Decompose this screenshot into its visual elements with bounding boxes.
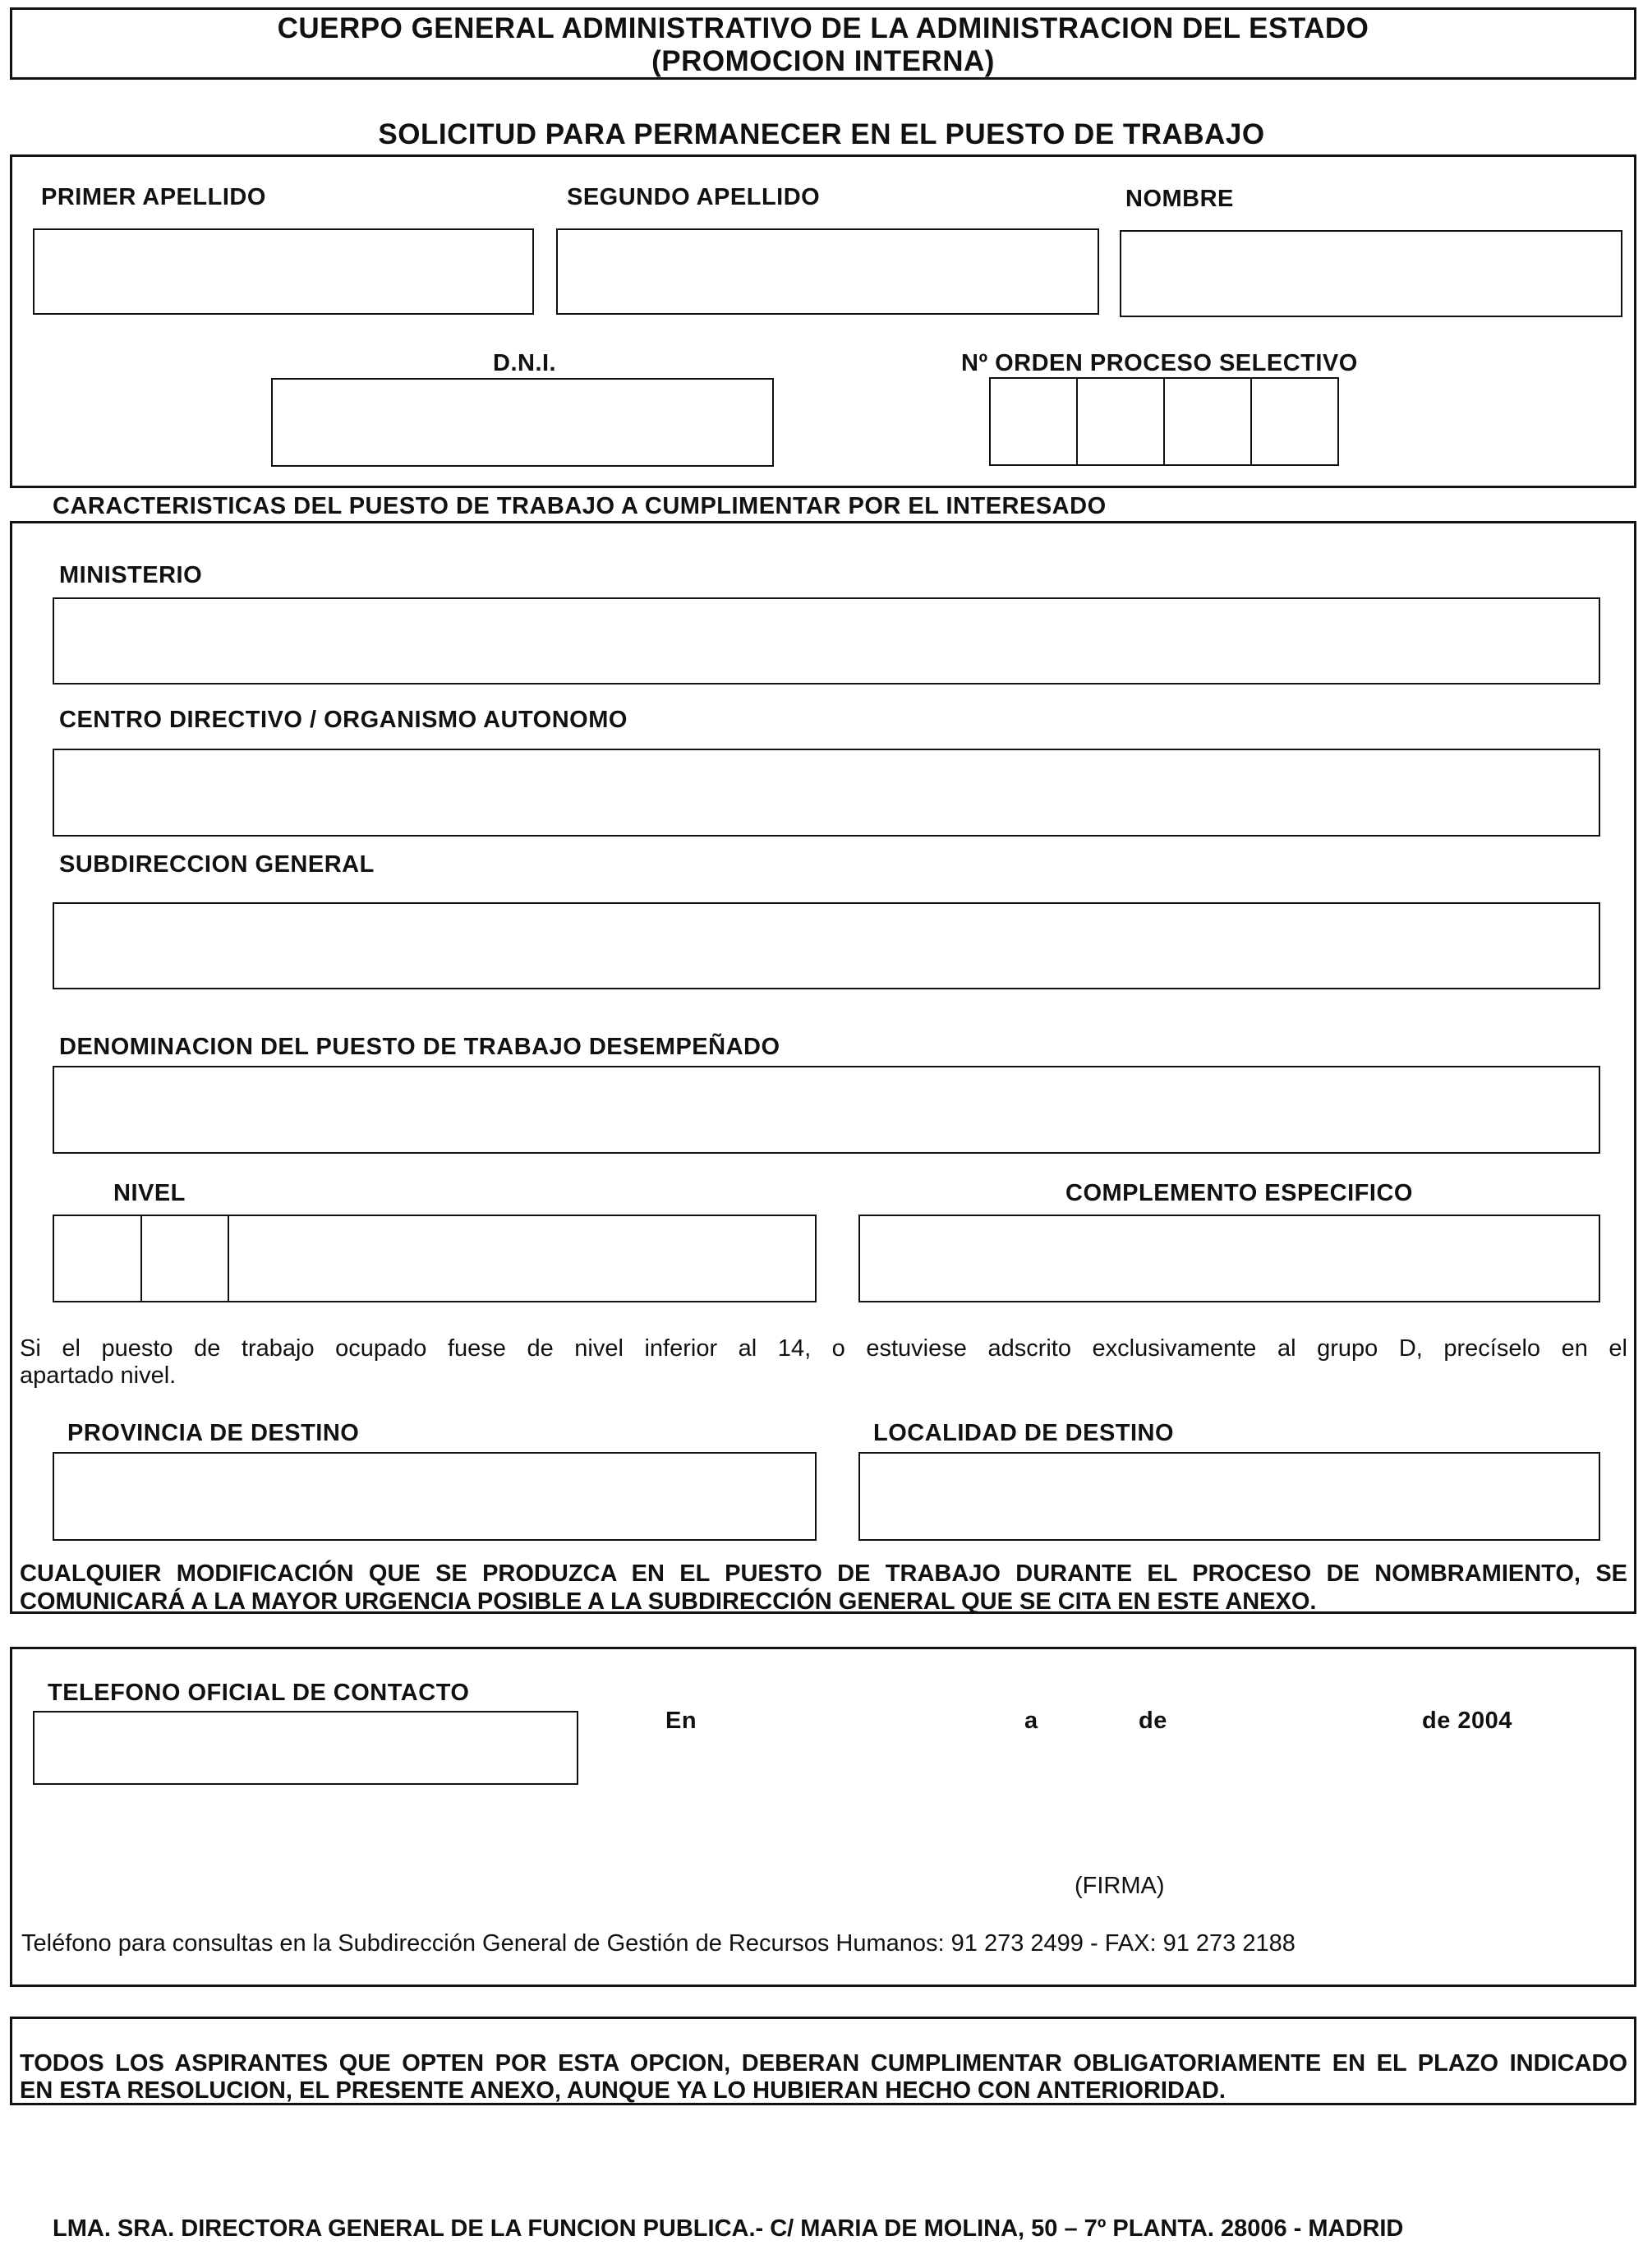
denominacion-label: DENOMINACION DEL PUESTO DE TRABAJO DESEMPEÑADO (59, 1034, 780, 1060)
date-de-label: de (1139, 1708, 1167, 1734)
complemento-especifico-field[interactable] (858, 1215, 1600, 1302)
notice-line1: TODOS LOS ASPIRANTES QUE OPTEN POR ESTA OPCION, DEBERAN CUMPLIMENTAR OBLIGATORIAMENTE EN EL PLAZO INDICADO (20, 2050, 1627, 2077)
nombre-field[interactable] (1120, 230, 1622, 317)
provincia-label: PROVINCIA DE DESTINO (67, 1420, 360, 1446)
puesto-section-title: CARACTERISTICAS DEL PUESTO DE TRABAJO A CUMPLIMENTAR POR EL INTERESADO (53, 493, 1107, 519)
localidad-field[interactable] (858, 1452, 1600, 1541)
provincia-field[interactable] (53, 1452, 817, 1541)
denominacion-field[interactable] (53, 1066, 1600, 1154)
dni-label: D.N.I. (493, 350, 557, 376)
notice-line2: EN ESTA RESOLUCION, EL PRESENTE ANEXO, AUNQUE YA LO HUBIERAN HECHO CON ANTERIORIDAD. (20, 2077, 1226, 2104)
date-year-label: de 2004 (1422, 1708, 1512, 1734)
nivel-label: NIVEL (113, 1180, 186, 1206)
telefono-field[interactable] (33, 1711, 578, 1785)
localidad-label: LOCALIDAD DE DESTINO (873, 1420, 1175, 1446)
form-title: SOLICITUD PARA PERMANECER EN EL PUESTO DE TRABAJO (378, 118, 1265, 150)
warning-line2: COMUNICARÁ A LA MAYOR URGENCIA POSIBLE A LA SUBDIRECCIÓN GENERAL QUE SE CITA EN ESTE ANEXO. (20, 1588, 1317, 1615)
firma-label: (FIRMA) (1075, 1873, 1165, 1899)
telefono-label: TELEFONO OFICIAL DE CONTACTO (48, 1680, 470, 1706)
ministerio-label: MINISTERIO (59, 562, 203, 588)
subdireccion-field[interactable] (53, 902, 1600, 989)
nivel-note-line1: Si el puesto de trabajo ocupado fuese de nivel inferior al 14, o estuviese adscrito exclusivamente al grupo D, precíselo en el (20, 1335, 1627, 1362)
nombre-label: NOMBRE (1125, 186, 1234, 212)
segundo-apellido-field[interactable] (556, 228, 1099, 315)
date-en-label: En (665, 1708, 697, 1734)
primer-apellido-field[interactable] (33, 228, 534, 315)
orden-digit-divider (1163, 379, 1165, 464)
nivel-note-line2: apartado nivel. (20, 1362, 177, 1389)
centro-directivo-field[interactable] (53, 749, 1600, 837)
consultas-text: Teléfono para consultas en la Subdirección General de Gestión de Recursos Humanos: 91 273 2499 - FAX: 91 273 2188 (21, 1930, 1296, 1957)
orden-proceso-field[interactable] (989, 377, 1339, 466)
nivel-digit-divider (140, 1216, 142, 1301)
footer-address: LMA. SRA. DIRECTORA GENERAL DE LA FUNCION PUBLICA.- C/ MARIA DE MOLINA, 50 – 7º PLANTA. 28006 - MADRID (53, 2215, 1404, 2242)
nivel-field[interactable] (53, 1215, 817, 1302)
subdireccion-label: SUBDIRECCION GENERAL (59, 851, 375, 878)
header-box (10, 7, 1636, 80)
date-a-label: a (1024, 1708, 1038, 1734)
complemento-especifico-label: COMPLEMENTO ESPECIFICO (1065, 1180, 1413, 1206)
centro-directivo-label: CENTRO DIRECTIVO / ORGANISMO AUTONOMO (59, 707, 628, 733)
segundo-apellido-label: SEGUNDO APELLIDO (567, 184, 821, 210)
warning-line1: CUALQUIER MODIFICACIÓN QUE SE PRODUZCA EN EL PUESTO DE TRABAJO DURANTE EL PROCESO DE NOMBRAMIENTO, SE (20, 1560, 1627, 1587)
orden-digit-divider (1250, 379, 1252, 464)
ministerio-field[interactable] (53, 597, 1600, 685)
dni-field[interactable] (271, 378, 774, 467)
orden-proceso-label: Nº ORDEN PROCESO SELECTIVO (961, 350, 1358, 376)
orden-digit-divider (1076, 379, 1078, 464)
header-subtitle: (PROMOCION INTERNA) (651, 45, 995, 77)
primer-apellido-label: PRIMER APELLIDO (41, 184, 266, 210)
nivel-digit-divider (228, 1216, 229, 1301)
header-title: CUERPO GENERAL ADMINISTRATIVO DE LA ADMINISTRACION DEL ESTADO (277, 12, 1369, 44)
